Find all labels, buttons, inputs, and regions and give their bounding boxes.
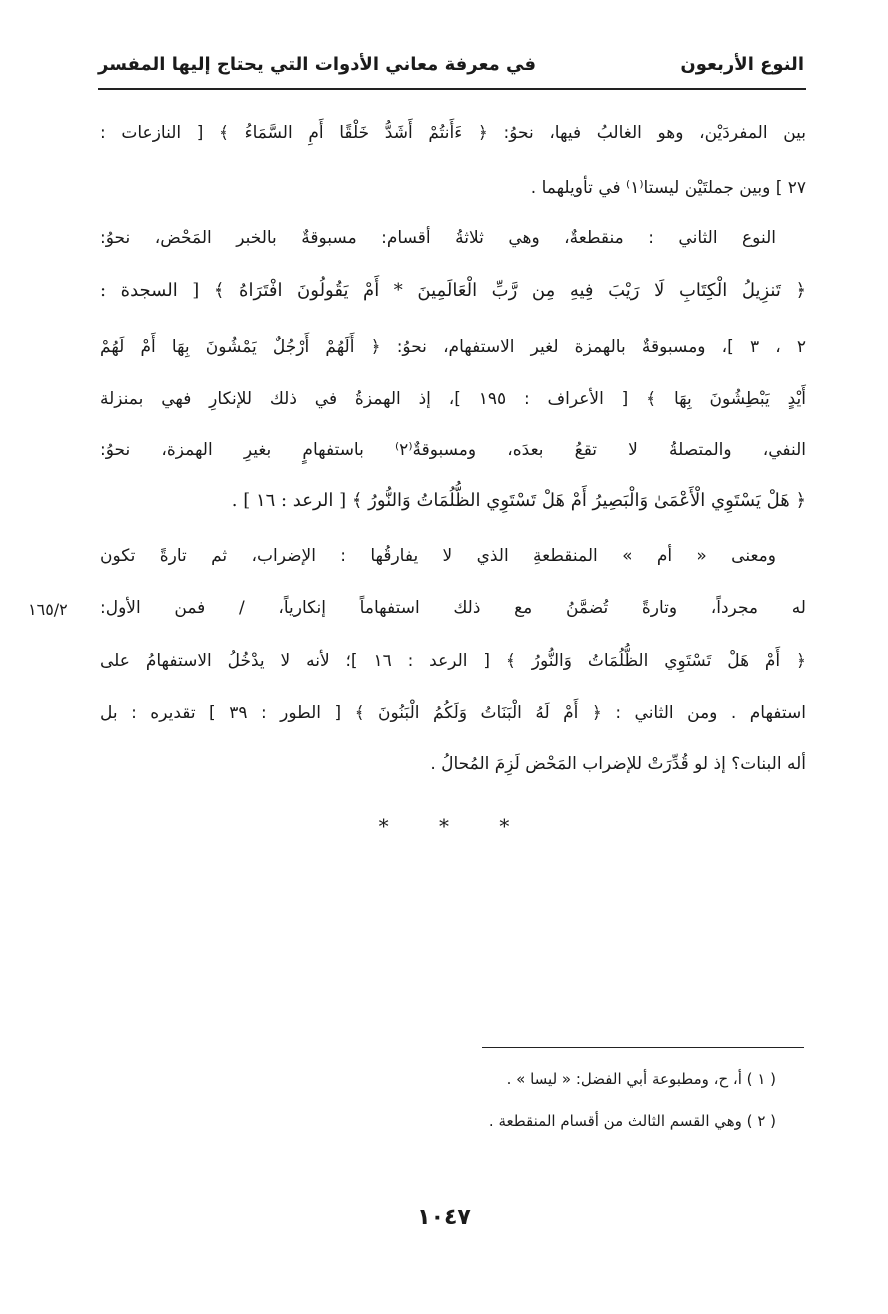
margin-volume-page-note: ١٦٥/٢ [28,600,68,619]
header-chapter-title: النوع الأربعون [680,54,804,75]
text-line: أله البنات؟ إذ لو قُدِّرَتْ للإضراب المَحْض لَزِمَ المُحالُ . [430,754,806,774]
footnote-1: ( ١ ) أ، ح، ومطبوعة أبي الفضل: « ليسا » . [506,1070,776,1088]
quran-line: ﴿ هَلْ يَسْتَوِي الْأَعْمَىٰ وَالْبَصِيرُ أَمْ هَلْ تَسْتَوِي الظُّلُمَاتُ وَالنُّورُ ﴾ [ الرعد : ١٦ ] . [231,490,806,511]
text-line: ٢ ، ٣ ]، ومسبوقةٌ بالهمزة لغير الاستفهام، نحوُ: ﴿ أَلَهُمْ أَرْجُلٌ يَمْشُونَ بِهَا أَمْ لَهُمْ [100,337,807,357]
text-line: بين المفردَيْن، وهو الغالبُ فيها، نحوُ: ﴿ ءَأَنتُمْ أَشَدُّ خَلْقًا أَمِ السَّمَاءُ ﴾ [ النازعات : [100,123,806,143]
text-line: أَيْدٍ يَبْطِشُونَ بِهَا ﴾ [ الأعراف : ١٩٥ ]، إذ الهمزةُ في ذلك للإنكارِ فهي بمنزلة [100,389,806,409]
page-number: ١٠٤٧ [417,1205,471,1230]
footnote-rule [482,1047,804,1048]
footnote-2: ( ٢ ) وهي القسم الثالث من أقسام المنقطعة . [488,1112,776,1130]
separator-star: * [378,814,389,838]
header-rule [98,88,806,90]
running-header [98,48,804,88]
text-line: ٢٧ ] وبين جملتَيْن ليستا⁽١⁾ في تأويلهما . [530,178,806,198]
text-line: النفي، والمتصلةُ لا تقعُ بعدَه، ومسبوقةٌ⁽٢⁾ باستفهامٍ بغيرِ الهمزة، نحوُ: [100,440,806,460]
text-line: استفهام . ومن الثاني : ﴿ أَمْ لَهُ الْبَنَاتُ وَلَكُمُ الْبَنُونَ ﴾ [ الطور : ٣٩ ] تقديره : بل [100,703,807,723]
quran-line: ﴿ تَنزِيلُ الْكِتَابِ لَا رَيْبَ فِيهِ مِن رَّبِّ الْعَالَمِينَ * أَمْ يَقُولُونَ افْتَرَاهُ ﴾ [ السجدة : [100,280,806,301]
text-line: ومعنى « أم » المنقطعةِ الذي لا يفارقُها : الإضراب، ثم تارةً تكون [100,546,776,566]
separator-star: * [499,814,510,838]
text-line: النوع الثاني : منقطعةٌ، وهي ثلاثةُ أقسام: مسبوقةٌ بالخبر المَحْض، نحوُ: [100,228,776,248]
text-line: ﴿ أَمْ هَلْ تَسْتَوِي الظُّلُمَاتُ وَالنُّورُ ﴾ [ الرعد : ١٦ ]؛ لأنه لا يدْخُلُ الاستفهامُ على [100,651,806,671]
text-line: له مجرداً، وتارةً تُضمَّنُ مع ذلك استفهاماً إنكارياً، / فمن الأول: [100,598,806,618]
section-separator [0,814,888,838]
header-section-title: في معرفة معاني الأدوات التي يحتاج إليها المفسر [98,54,537,75]
separator-star: * [439,814,449,838]
